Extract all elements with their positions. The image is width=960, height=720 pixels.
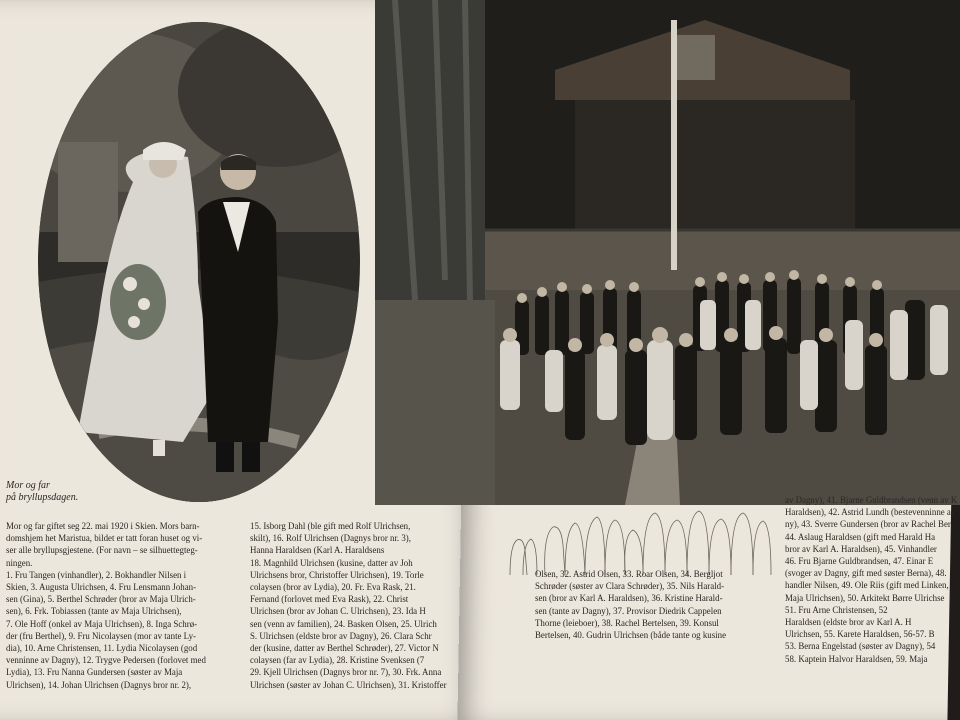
guest-list-column-3 bbox=[535, 568, 790, 720]
text-line: Hanna Haraldsen (Karl A. Haraldsens bbox=[250, 545, 385, 556]
text-line: bror av Karl A. Haraldsen), 45. Vinhandler bbox=[785, 543, 937, 554]
text-line: skilt), 16. Rolf Ulrichsen (Dagnys bror nr. 3), bbox=[250, 533, 411, 544]
text-line: Schrøder (søster av Clara Schrøder), 35. Nils Harald- bbox=[535, 581, 725, 592]
text-line: Ulrichsen (bror av Johan C. Ulrichsen), 23. Ida H bbox=[250, 606, 426, 617]
text-line: ser alle bryllupsgjestene. (For navn – se silhuettegteg- bbox=[6, 545, 198, 556]
text-line: av Dagny), 41. Bjarne Guldbrandsen (venn av K bbox=[785, 495, 958, 505]
text-line: 1. Fru Tangen (vinhandler), 2. Bokhandler Nilsen i bbox=[6, 569, 187, 580]
text-line: 15. Isborg Dahl (ble gift med Rolf Ulrichsen, bbox=[250, 521, 411, 531]
text-line: Skien, 3. Augusta Ulrichsen, 4. Fru Lensmann Johan- bbox=[6, 582, 197, 593]
text-line: venninne av Dagny), 12. Trygve Pedersen (forlovet med bbox=[6, 655, 206, 666]
guest-list-column-1 bbox=[6, 520, 258, 720]
text-line: Lydia), 13. Fru Nanna Gundersen (søster av Maja bbox=[6, 667, 183, 678]
text-line: sen (tante av Dagny), 37. Provisor Diedrik Cappelen bbox=[535, 605, 722, 616]
text-line: Haraldsen), 42. Astrid Lundh (bestevenninne av bbox=[785, 507, 956, 518]
text-line: Ulrichsens bror, Christoffer Ulrichsen), 19. Torle bbox=[250, 569, 424, 580]
text-line: sen (Gina), 5. Berthel Schrøder (bror av Maja Ulrich- bbox=[6, 594, 196, 605]
text-line: handler Nilsen, 49. Ole Riis (gift med Linken, bbox=[785, 580, 949, 591]
text-line: Bertelsen, 40. Gudrin Ulrichsen (både tante og kusine bbox=[535, 630, 727, 641]
text-line: Olsen, 32. Astrid Olsen, 33. Roar Olsen, 34. Bergljot bbox=[535, 569, 723, 579]
text-line: 44. Aslaug Haraldsen (gift med Harald Ha bbox=[785, 531, 936, 542]
text-line: sen), 6. Frk. Tobiassen (tante av Maja Ulrichsen), bbox=[6, 606, 182, 617]
text-line: Mor og far giftet seg 22. mai 1920 i Skien. Mors barn- bbox=[6, 521, 200, 531]
text-line: (svoger av Dagny, gift med søster Berna), 48. bbox=[785, 568, 947, 579]
text-line: 18. Magnhild Ulrichsen (kusine, datter av Joh bbox=[250, 557, 413, 568]
text-line: S. Ulrichsen (eldste bror av Dagny), 26. Clara Schr bbox=[250, 630, 432, 641]
text-line: 51. Fru Arne Christensen, 52 bbox=[785, 604, 888, 615]
text-line: 46. Fru Bjarne Guldbrandsen, 47. Einar E bbox=[785, 556, 934, 567]
text-line: 7. Ole Hoff (onkel av Maja Ulrichsen), 8. Inga Schrø- bbox=[6, 618, 198, 629]
caption-line-1: Mor og far bbox=[6, 480, 50, 491]
guest-list-column-4 bbox=[785, 494, 960, 674]
photo-caption bbox=[6, 480, 126, 504]
guest-list-column-2 bbox=[250, 520, 478, 720]
text-line: sen (bror av Karl A. Haraldsen), 36. Kristine Harald- bbox=[535, 593, 723, 604]
wedding-portrait-photo bbox=[38, 22, 360, 502]
text-line: dia), 10. Arne Christensen, 11. Lydia Nicolaysen (god bbox=[6, 643, 198, 654]
text-line: sen (venn av familien), 24. Basken Olsen, 25. Ulrich bbox=[250, 618, 437, 629]
text-line: 29. Kjell Ulrichsen (Dagnys bror nr. 7), 30. Frk. Anna bbox=[250, 667, 442, 678]
text-line: domshjem het Maristua, bildet er tatt foran huset og vi- bbox=[6, 533, 203, 544]
caption-line-2: på bryllupsdagen. bbox=[6, 492, 79, 503]
text-line: der (kusine, datter av Berthel Schrøder), 27. Victor N bbox=[250, 643, 439, 654]
text-line: Fernand (forlovet med Eva Rask), 22. Christ bbox=[250, 594, 409, 605]
text-line: ny), 43. Sverre Gundersen (bror av Rachel Ber bbox=[785, 519, 951, 530]
text-line: 58. Kaptein Halvor Haraldsen, 59. Maja bbox=[785, 653, 928, 664]
wedding-group-photo bbox=[375, 0, 960, 505]
text-line: Ulrichsen, 55. Karete Haraldsen, 56-57. B bbox=[785, 629, 935, 640]
text-line: 53. Berna Engelstad (søster av Dagny), 54 bbox=[785, 641, 936, 652]
text-line: colaysen (bror av Lydia), 20. Fr. Eva Rask, 21. bbox=[250, 582, 416, 593]
text-line: Ulrichsen), 14. Johan Ulrichsen (Dagnys bror nr. 2), bbox=[6, 679, 192, 690]
text-line: Thorne (leieboer), 38. Rachel Bertelsen, 39. Konsul bbox=[535, 617, 719, 628]
text-line: Maja Ulrichsen), 50. Arkitekt Børre Ulrichse bbox=[785, 592, 945, 603]
text-line: colaysen (far av Lydia), 28. Kristine Svenksen (7 bbox=[250, 655, 425, 666]
text-line: Haraldsen (eldste bror av Karl A. H bbox=[785, 617, 912, 628]
text-line: der (fru Berthel), 9. Fru Nicolaysen (mor av tante Ly- bbox=[6, 630, 197, 641]
text-line: Ulrichsen (søster av Johan C. Ulrichsen), 31. Kristoffer bbox=[250, 679, 447, 690]
text-line: ningen. bbox=[6, 557, 33, 568]
